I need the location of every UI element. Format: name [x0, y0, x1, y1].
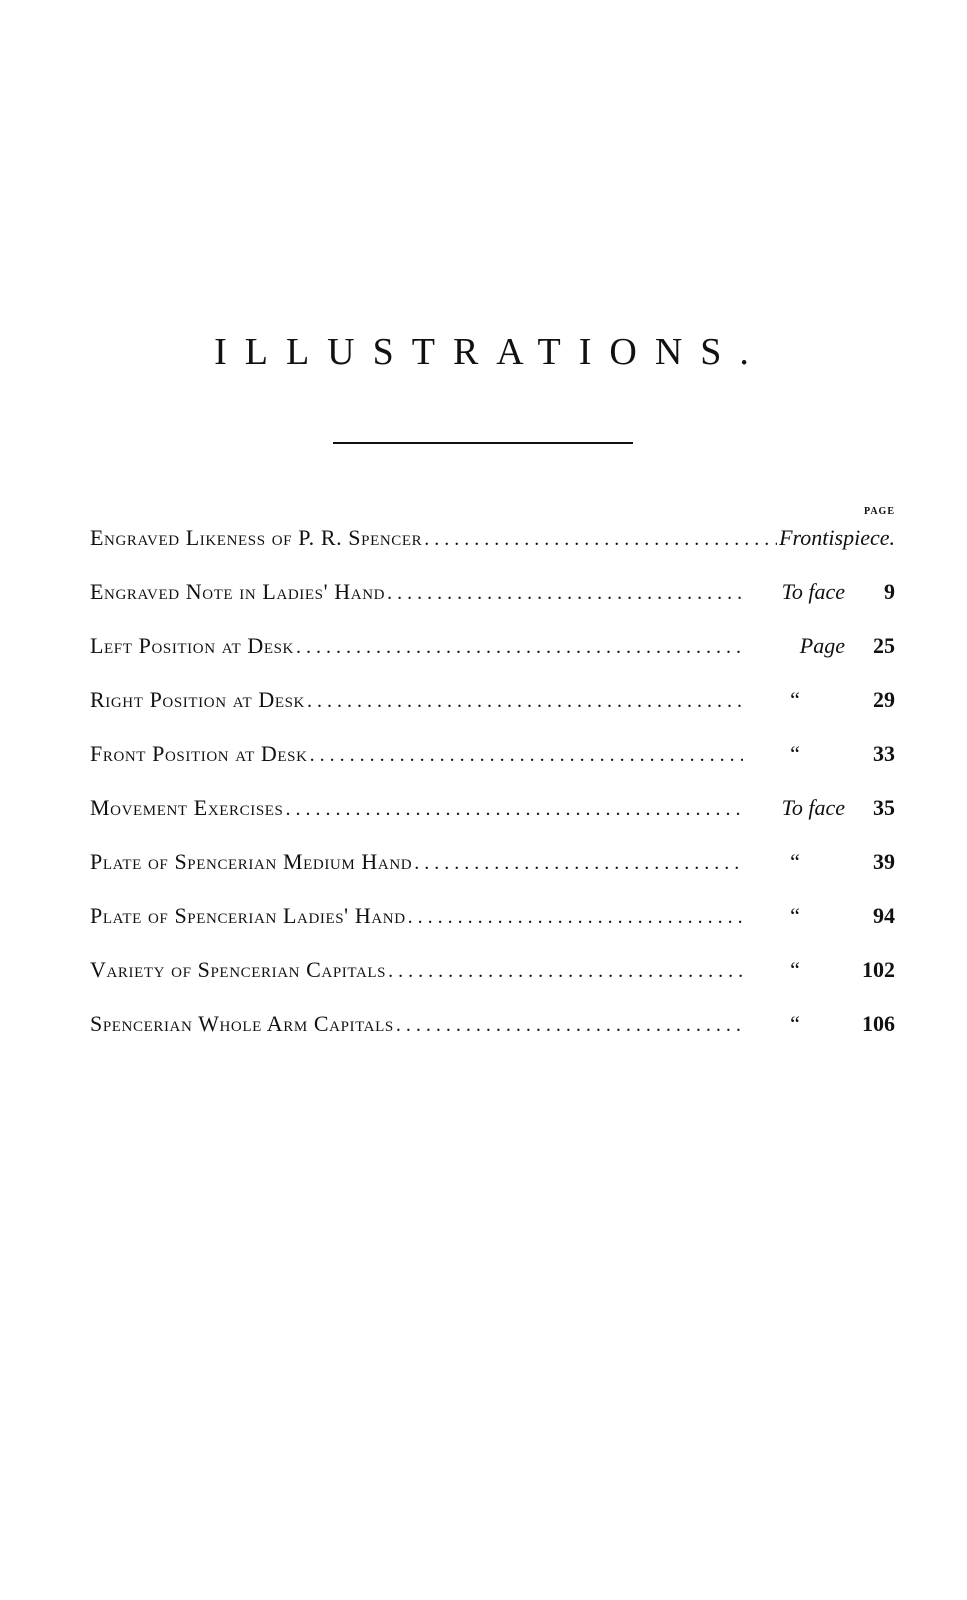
- entry-reference: To face: [781, 579, 845, 604]
- ditto-mark: “: [790, 741, 800, 766]
- list-item: [90, 741, 895, 795]
- entry-page-number: 9: [884, 579, 895, 604]
- entry-page-number: 29: [873, 687, 895, 712]
- list-item: [90, 903, 895, 957]
- dot-leader: [414, 852, 743, 875]
- entry-page-number: 39: [873, 849, 895, 874]
- dot-leader: [388, 960, 743, 983]
- entry-reference: Frontispiece.: [779, 525, 895, 550]
- entry-title: Variety of Spencerian Capitals: [90, 957, 387, 982]
- page-heading: ILLUSTRATIONS.: [214, 331, 767, 373]
- ditto-mark: “: [790, 957, 800, 982]
- entry-title: Engraved Likeness of P. R. Spencer: [90, 525, 423, 550]
- entry-page-number: 106: [862, 1011, 895, 1036]
- entry-title: Plate of Spencerian Medium Hand: [90, 849, 413, 874]
- list-item: [90, 633, 895, 687]
- ditto-mark: “: [790, 849, 800, 874]
- heading-rule: [333, 442, 633, 444]
- dot-leader: [296, 636, 743, 659]
- dot-leader: [285, 798, 743, 821]
- dot-leader: [424, 528, 777, 551]
- list-item: [90, 579, 895, 633]
- entry-page-number: 33: [873, 741, 895, 766]
- entry-page-number: 94: [873, 903, 895, 928]
- entry-page-number: 35: [873, 795, 895, 820]
- list-item: [90, 957, 895, 1011]
- list-item: [90, 687, 895, 741]
- dot-leader: [396, 1014, 743, 1037]
- ditto-mark: “: [790, 903, 800, 928]
- illustrations-list: [90, 525, 895, 1065]
- list-item: [90, 795, 895, 849]
- dot-leader: [387, 582, 743, 605]
- entry-title: Left Position at Desk: [90, 633, 294, 658]
- entry-reference: Page: [799, 633, 845, 658]
- entry-title: Movement Exercises: [90, 795, 284, 820]
- entry-page-number: 102: [862, 957, 895, 982]
- list-item: [90, 849, 895, 903]
- list-item: [90, 525, 895, 579]
- entry-title: Front Position at Desk: [90, 741, 308, 766]
- list-item: [90, 1011, 895, 1065]
- ditto-mark: “: [790, 1011, 800, 1036]
- dot-leader: [307, 690, 743, 713]
- page-column-label: PAGE: [863, 506, 895, 517]
- entry-title: Engraved Note in Ladies' Hand: [90, 579, 386, 604]
- dot-leader: [408, 906, 743, 929]
- entry-page-number: 25: [873, 633, 895, 658]
- entry-reference: To face: [781, 795, 845, 820]
- entry-title: Right Position at Desk: [90, 687, 305, 712]
- entry-title: Plate of Spencerian Ladies' Hand: [90, 903, 406, 928]
- ditto-mark: “: [790, 687, 800, 712]
- dot-leader: [310, 744, 743, 767]
- entry-title: Spencerian Whole Arm Capitals: [90, 1011, 394, 1036]
